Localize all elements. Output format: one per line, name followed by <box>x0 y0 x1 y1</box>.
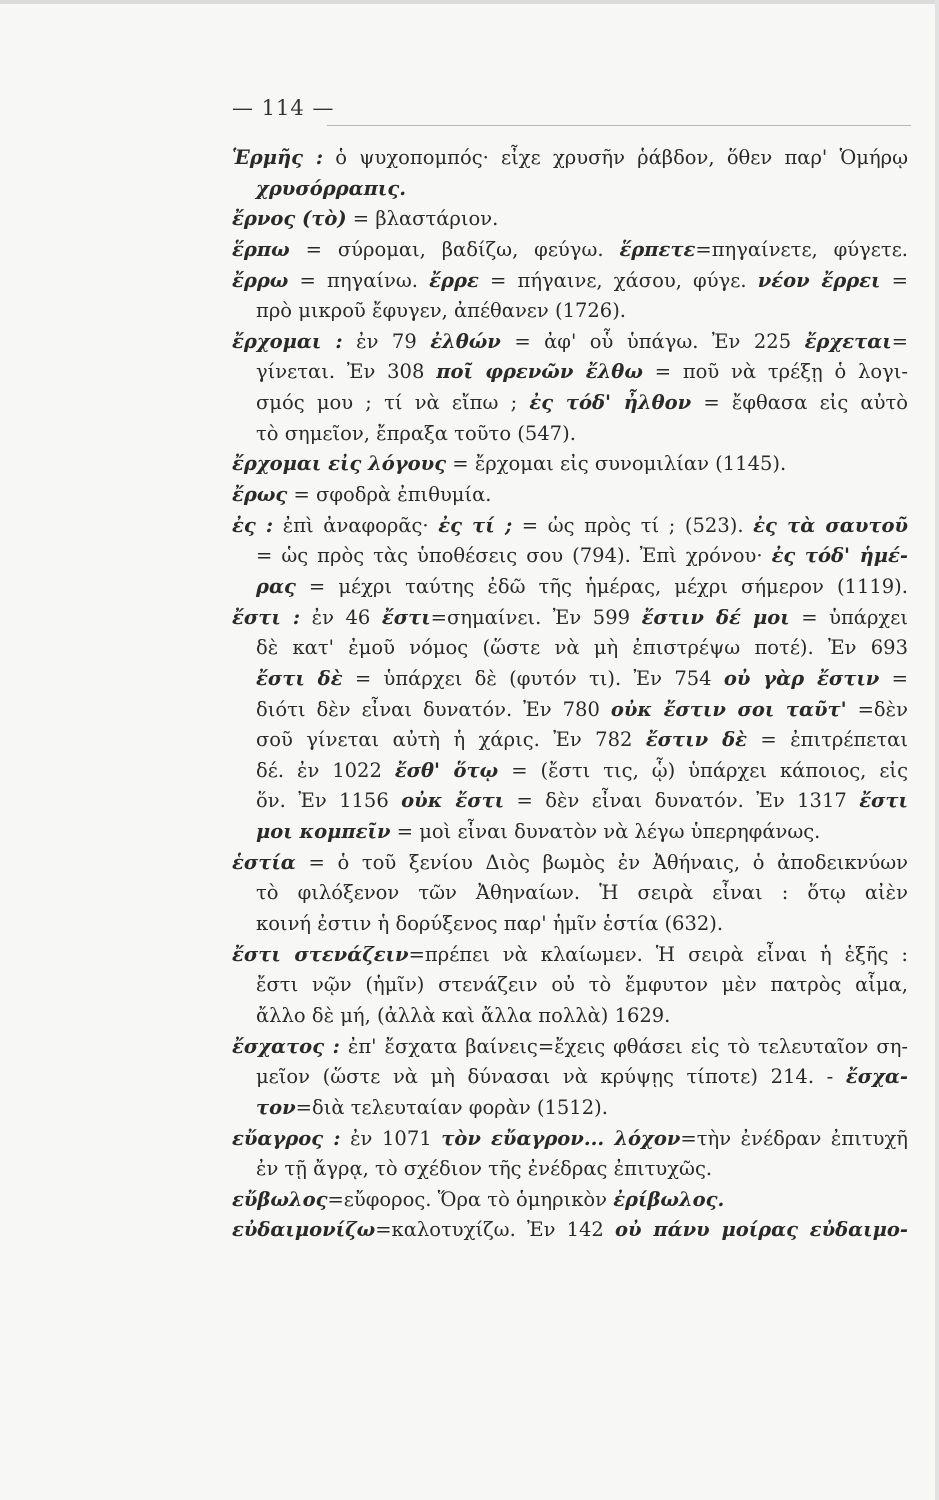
text-line <box>232 1215 908 1246</box>
headword: εὔβωλος <box>232 1187 328 1211</box>
definition-text: =δὲν <box>846 697 908 721</box>
headword: ἔστιν δὲ <box>645 728 748 752</box>
text-line <box>232 1062 908 1093</box>
text-line <box>232 357 908 388</box>
headword: ἕρπετε <box>619 237 696 261</box>
definition-text: δὲ κατ' ἐμοῦ νόμος (ὥστε νὰ μὴ ἐπιστρέψω ποτέ). Ἐν 693 <box>256 636 908 660</box>
headword: ἔρχομαι : <box>232 329 343 353</box>
headword: οὐκ ἔστιν σοι ταῦτ' <box>610 697 847 721</box>
headword: ἐς τί ; <box>438 513 513 537</box>
definition-text: = ἐπιτρέπεται <box>747 728 908 752</box>
text-line <box>232 817 908 848</box>
text-line <box>232 511 908 542</box>
header-rule <box>327 125 911 126</box>
definition-text: = σφοδρὰ ἐπιθυμία. <box>287 483 492 507</box>
headword: εὐδαιμονίζω <box>232 1218 376 1242</box>
headword: ἔρως <box>232 483 288 507</box>
page-edge-top <box>0 0 939 4</box>
text-line <box>232 633 908 664</box>
text-line <box>232 388 908 419</box>
text-line <box>232 1185 908 1216</box>
definition-text: τὸ φιλόξενον τῶν Ἀθηναίων. Ἡ σειρὰ εἶναι : ὅτῳ αἰὲν <box>256 881 908 905</box>
headword: ἔρρε <box>429 268 479 292</box>
definition-text: = μέχρι ταύτης ἐδῶ τῆς ἡμέρας, μέχρι σήμερον (1119). <box>295 574 908 598</box>
definition-text: =καλοτυχίζω. Ἐν 142 <box>375 1218 616 1242</box>
definition-text: ἐν 79 <box>342 329 431 353</box>
definition-text: μεῖον (ὥστε νὰ μὴ δύνασαι νὰ κρύψῃς τίποτε) 214. - <box>256 1065 846 1089</box>
text-line <box>232 725 908 756</box>
definition-text: διότι δὲν εἶναι δυνατόν. Ἐν 780 <box>256 697 611 721</box>
headword: ἐλθών <box>430 329 501 353</box>
headword: ἐς τόδ' ἦλθον <box>529 391 692 415</box>
headword: οὐ γὰρ ἔστιν <box>723 666 880 690</box>
text-line <box>232 1001 908 1032</box>
text-line <box>232 848 908 879</box>
definition-text: ὅν. Ἐν 1156 <box>256 789 402 813</box>
definition-text: = ὑπάρχει δὲ (φυτόν τι). Ἐν 754 <box>342 666 724 690</box>
page-edge-right <box>935 0 939 1500</box>
headword: ἐς τὰ σαυτοῦ <box>753 513 909 537</box>
headword: ἔστι στενάζειν <box>232 942 409 966</box>
text-line <box>232 878 908 909</box>
text-line <box>232 480 908 511</box>
headword: Ἑρμῆς : <box>232 146 324 169</box>
definition-text: = ὡς πρὸς τί ; (523). <box>512 513 754 537</box>
headword: ἔρνος (τὸ) <box>232 207 347 231</box>
text-line <box>232 266 908 297</box>
definition-text: = ἔρχομαι εἰς συνομιλίαν (1145). <box>446 452 787 476</box>
headword: ἔρχεται <box>804 329 892 353</box>
text-line <box>232 572 908 603</box>
definition-text: = ὡς πρὸς τὰς ὑποθέσεις σου (794). Ἐπὶ χρόνου· <box>256 544 772 568</box>
text-line <box>232 204 908 235</box>
definition-text: ἐν 46 <box>300 605 382 629</box>
definition-text: κοινή ἐστιν ἡ δορύξενος παρ' ἡμῖν ἑστία (632). <box>256 912 724 936</box>
headword: ἐς : <box>232 513 274 537</box>
text-line <box>232 174 908 205</box>
headword: ἔστιν δέ μοι <box>641 605 790 629</box>
definition-text: = ὁ τοῦ ξενίου Διὸς βωμὸς ἐν Ἀθήναις, ὁ ἀποδεικνύων <box>295 850 908 874</box>
text-line <box>232 296 908 327</box>
definition-text: = <box>879 666 908 690</box>
text-line <box>232 1154 908 1185</box>
definition-text: ἐπὶ ἀναφορᾶς· <box>273 513 439 537</box>
definition-text: = (ἔστι τις, ᾧ) ὑπάρχει κάποιος, εἰς <box>498 758 908 782</box>
headword: οὐ πάνυ μοίρας εὐδαιμο- <box>615 1218 908 1242</box>
definition-text: ἔστι νῷν (ἡμῖν) στενάζειν οὐ τὸ ἔμφυτον μὲν πατρὸς αἷμα, <box>256 973 908 997</box>
definition-text: σοῦ γίνεται αὐτὴ ἡ χάρις. Ἐν 782 <box>256 728 646 752</box>
definition-text: =πρέπει νὰ κλαίωμεν. Ἡ σειρὰ εἶναι ἡ ἑξῆς : <box>408 942 908 966</box>
definition-text: = <box>891 329 908 353</box>
headword: χρυσόρραπις. <box>256 176 407 200</box>
headword: ἔστι <box>381 605 431 629</box>
page-number: — 114 — <box>232 96 335 120</box>
definition-text: =διὰ τελευταίαν φορὰν (1512). <box>295 1095 608 1119</box>
text-line <box>232 909 908 940</box>
definition-text: γίνεται. Ἐν 308 <box>256 360 437 384</box>
headword: ἔστι δὲ <box>256 666 343 690</box>
text-line <box>232 327 908 358</box>
text-line <box>232 235 908 266</box>
page-header <box>232 96 908 132</box>
headword: ἐς τόδ' ἡμέ- <box>771 544 908 568</box>
definition-text: = ἔφθασα εἰς αὐτὸ <box>691 391 908 415</box>
text-line <box>232 970 908 1001</box>
definition-text: = πηγαίνω. <box>288 268 430 292</box>
definition-text: = ποῦ νὰ τρέξῃ ὁ λογι- <box>642 360 908 384</box>
definition-text: σμός μου ; τί νὰ εἴπω ; <box>256 391 530 415</box>
headword: ἕρπω <box>232 237 290 261</box>
text-line <box>232 664 908 695</box>
definition-text: πρὸ μικροῦ ἔφυγεν, ἀπέθανεν (1726). <box>256 299 627 323</box>
headword: ἔρρω <box>232 268 289 292</box>
headword: ἔρχομαι εἰς λόγους <box>232 452 447 476</box>
headword: τον <box>256 1095 296 1119</box>
definition-text: ἐπ' ἔσχατα βαίνεις=ἔχεις φθάσει εἰς τὸ τελευταῖον ση- <box>339 1034 908 1058</box>
headword: εὔαγρος : <box>232 1126 341 1150</box>
definition-text: = βλαστάριον. <box>346 207 499 231</box>
definition-text: =εὔφορος. Ὅρα τὸ ὁμηρικὸν <box>327 1187 614 1211</box>
headword: ἔστι : <box>232 605 301 629</box>
headword: μοι κομπεῖν <box>256 820 391 844</box>
text-line <box>232 143 908 174</box>
definition-text: = σύρομαι, βαδίζω, φεύγω. <box>289 237 620 261</box>
definition-text: ἄλλο δὲ μή, (ἀλλὰ καὶ ἄλλα πολλὰ) 1629. <box>256 1003 671 1027</box>
definition-text: ὁ ψυχοπομπός· εἶχε χρυσῆν ῥάβδον, ὅθεν παρ' Ὁμήρῳ <box>323 146 908 169</box>
headword: ἐρίβωλος. <box>613 1187 725 1211</box>
headword: ἔσχα- <box>845 1065 908 1089</box>
definition-text: =τὴν ἐνέδραν ἐπιτυχῆ <box>680 1126 908 1150</box>
headword: ἔσθ' ὅτῳ <box>394 758 499 782</box>
definition-text: = <box>880 268 908 292</box>
text-line <box>232 541 908 572</box>
headword: ποῖ φρενῶν ἔλθω <box>436 360 643 384</box>
headword: τὸν εὔαγρον... λόχον <box>441 1126 681 1150</box>
text-line <box>232 449 908 480</box>
headword: ρας <box>256 574 296 598</box>
text-line <box>232 1032 908 1063</box>
definition-text: = μοὶ εἶναι δυνατὸν νὰ λέγω ὑπερηφάνως. <box>390 820 821 844</box>
definition-text: =πηγαίνετε, φύγετε. <box>695 237 908 261</box>
text-line <box>232 786 908 817</box>
text-line <box>232 603 908 634</box>
definition-text: = ὑπάρχει <box>789 605 908 629</box>
text-line <box>232 419 908 450</box>
definition-text: ἐν 1071 <box>340 1126 442 1150</box>
text-line <box>232 940 908 971</box>
definition-text: = πήγαινε, χάσου, φύγε. <box>478 268 758 292</box>
text-line <box>232 1093 908 1124</box>
glossary-body <box>232 143 908 1246</box>
definition-text: = ἀφ' οὗ ὑπάγω. Ἐν 225 <box>500 329 805 353</box>
headword: ἔστι <box>859 789 908 813</box>
definition-text: δέ. ἐν 1022 <box>256 758 395 782</box>
headword: οὐκ ἔστι <box>401 789 505 813</box>
definition-text: τὸ σημεῖον, ἔπραξα τοῦτο (547). <box>256 421 576 445</box>
headword: νέον ἔρρει <box>757 268 881 292</box>
text-line <box>232 1124 908 1155</box>
text-line <box>232 756 908 787</box>
definition-text: =σημαίνει. Ἐν 599 <box>430 605 642 629</box>
headword: ἑστία <box>232 850 296 874</box>
definition-text: = δὲν εἶναι δυνατόν. Ἐν 1317 <box>504 789 860 813</box>
definition-text: ἐν τῇ ἄγρᾳ, τὸ σχέδιον τῆς ἐνέδρας ἐπιτυχῶς. <box>256 1157 713 1181</box>
text-line <box>232 695 908 726</box>
headword: ἔσχατος : <box>232 1034 340 1058</box>
